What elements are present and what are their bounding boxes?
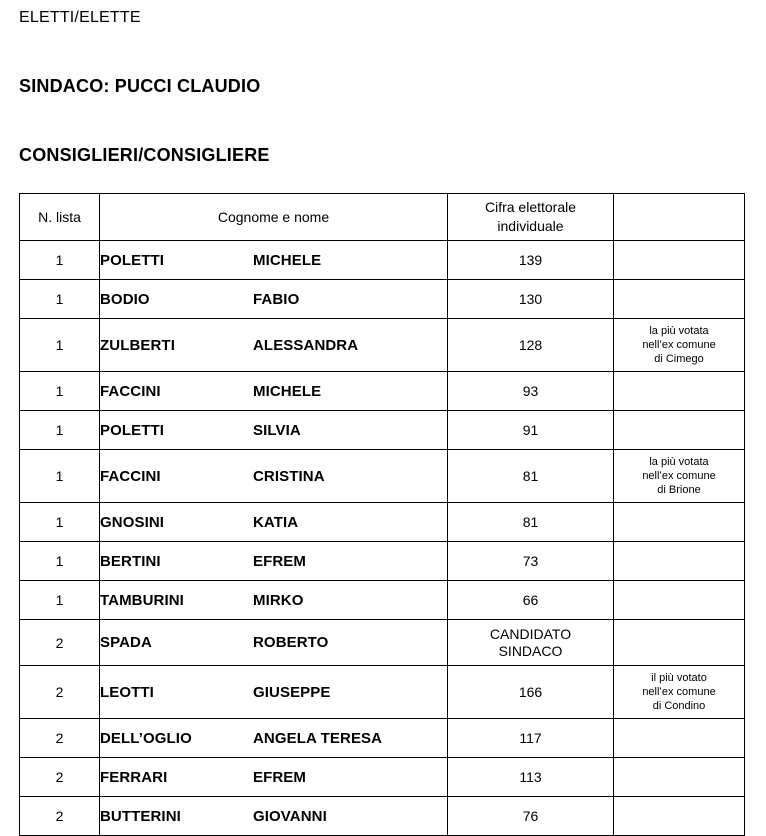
cell-lista-number: 1	[20, 411, 100, 450]
cell-note	[614, 797, 745, 836]
results-table	[19, 193, 745, 836]
cell-cifra-elettorale	[448, 542, 614, 581]
candidate-firstname: FABIO	[253, 290, 300, 308]
candidate-surname: BERTINI	[100, 552, 161, 570]
cell-candidate-name	[100, 758, 448, 797]
candidate-firstname: KATIA	[253, 513, 299, 531]
candidate-surname: FERRARI	[100, 768, 168, 786]
cell-candidate-name	[100, 719, 448, 758]
candidate-firstname: MICHELE	[253, 251, 322, 269]
cell-note	[614, 280, 745, 319]
cifra-value: 81	[522, 513, 539, 530]
cell-lista-number: 1	[20, 542, 100, 581]
cifra-value: 93	[522, 382, 539, 399]
cell-cifra-elettorale	[448, 372, 614, 411]
candidate-name-wrapper	[100, 241, 447, 279]
cell-cifra-elettorale	[448, 758, 614, 797]
cell-candidate-name	[100, 620, 448, 666]
candidate-name-wrapper	[100, 797, 447, 835]
candidate-name-wrapper	[100, 581, 447, 619]
candidate-name-wrapper	[100, 411, 447, 449]
column-header-lista: N. lista	[20, 194, 100, 241]
cell-note	[614, 719, 745, 758]
cell-candidate-name	[100, 280, 448, 319]
cell-lista-number: 2	[20, 719, 100, 758]
table-row	[20, 319, 745, 372]
cell-lista-number: 1	[20, 503, 100, 542]
table-row	[20, 758, 745, 797]
cell-lista-number: 1	[20, 450, 100, 503]
candidate-name-wrapper	[100, 319, 447, 371]
cifra-value: 128	[518, 336, 543, 353]
cell-candidate-name	[100, 503, 448, 542]
candidate-surname: BODIO	[100, 290, 150, 308]
table-body	[20, 241, 745, 836]
table-row	[20, 797, 745, 836]
column-header-cifra-line1: Cifra elettorale	[484, 199, 577, 215]
candidate-firstname: EFREM	[253, 768, 306, 786]
candidate-surname: POLETTI	[100, 251, 165, 269]
candidate-surname: GNOSINI	[100, 513, 165, 531]
cell-cifra-elettorale	[448, 450, 614, 503]
candidate-name-wrapper	[100, 620, 447, 665]
column-header-nota	[614, 194, 745, 241]
candidate-firstname: ALESSANDRA	[253, 336, 359, 354]
candidate-surname: FACCINI	[100, 382, 161, 400]
note-line-2: nell’ex comune	[642, 339, 716, 351]
cifra-value: 76	[522, 807, 539, 824]
cell-lista-number: 1	[20, 581, 100, 620]
note-line-2: nell’ex comune	[642, 686, 716, 698]
candidate-name-wrapper	[100, 719, 447, 757]
table-row	[20, 581, 745, 620]
note-line-1: la più votata	[649, 325, 709, 337]
candidate-firstname: ANGELA TERESA	[253, 729, 383, 747]
cell-cifra-elettorale	[448, 280, 614, 319]
candidate-firstname: SILVIA	[253, 421, 301, 439]
cell-note	[614, 620, 745, 666]
heading-consiglieri: CONSIGLIERI/CONSIGLIERE	[19, 145, 270, 165]
note-line-3: di Condino	[652, 700, 706, 712]
candidate-firstname: GIOVANNI	[253, 807, 327, 825]
cell-note	[614, 666, 745, 719]
table-header	[20, 194, 745, 241]
table-row	[20, 241, 745, 280]
table-row	[20, 666, 745, 719]
candidate-firstname: ROBERTO	[253, 634, 329, 651]
candidate-surname: POLETTI	[100, 421, 165, 439]
cell-cifra-elettorale	[448, 411, 614, 450]
table-header-row	[20, 194, 745, 241]
cell-note	[614, 503, 745, 542]
candidate-surname: TAMBURINI	[100, 591, 184, 609]
note-line-2: nell’ex comune	[642, 470, 716, 482]
cifra-value-line2: SINDACO	[498, 642, 563, 659]
candidate-firstname: GIUSEPPE	[253, 683, 331, 701]
table-row	[20, 542, 745, 581]
candidate-surname: ZULBERTI	[100, 336, 175, 354]
column-header-cifra	[448, 194, 614, 241]
cell-lista-number: 1	[20, 280, 100, 319]
cifra-value: 91	[522, 421, 539, 438]
table-row	[20, 411, 745, 450]
table-row	[20, 280, 745, 319]
cell-note	[614, 450, 745, 503]
cell-candidate-name	[100, 319, 448, 372]
candidate-surname: LEOTTI	[100, 683, 154, 701]
candidate-name-wrapper	[100, 280, 447, 318]
column-header-nome: Cognome e nome	[100, 194, 448, 241]
cell-candidate-name	[100, 542, 448, 581]
cell-lista-number: 1	[20, 319, 100, 372]
table-row	[20, 719, 745, 758]
cifra-value: 66	[522, 591, 539, 608]
cell-lista-number: 2	[20, 758, 100, 797]
candidate-firstname: EFREM	[253, 552, 306, 570]
cell-note	[614, 411, 745, 450]
cifra-value: 81	[522, 467, 539, 484]
cell-cifra-elettorale	[448, 797, 614, 836]
cifra-value: 166	[518, 683, 543, 700]
table-row	[20, 620, 745, 666]
cell-candidate-name	[100, 666, 448, 719]
cell-note	[614, 758, 745, 797]
cifra-value: 130	[518, 290, 543, 307]
cell-candidate-name	[100, 581, 448, 620]
cell-cifra-elettorale	[448, 666, 614, 719]
cell-candidate-name	[100, 797, 448, 836]
cell-cifra-elettorale	[448, 241, 614, 280]
candidate-firstname: MIRKO	[253, 591, 304, 609]
candidate-surname: SPADA	[100, 634, 152, 651]
table-row	[20, 450, 745, 503]
cell-note	[614, 372, 745, 411]
note-line-1: il più votato	[651, 672, 707, 684]
candidate-surname: DELL’OGLIO	[100, 729, 192, 747]
cell-cifra-elettorale	[448, 719, 614, 758]
cifra-value: CANDIDATO	[489, 625, 572, 642]
candidate-firstname: MICHELE	[253, 382, 322, 400]
table-row	[20, 503, 745, 542]
cell-cifra-elettorale	[448, 620, 614, 666]
cell-lista-number: 2	[20, 797, 100, 836]
candidate-name-wrapper	[100, 542, 447, 580]
cell-cifra-elettorale	[448, 581, 614, 620]
cell-lista-number: 1	[20, 241, 100, 280]
cell-candidate-name	[100, 450, 448, 503]
cell-note	[614, 542, 745, 581]
candidate-name-wrapper	[100, 503, 447, 541]
page-title-eletti: ELETTI/ELETTE	[19, 9, 141, 26]
cell-cifra-elettorale	[448, 319, 614, 372]
candidate-name-wrapper	[100, 372, 447, 410]
cell-lista-number: 1	[20, 372, 100, 411]
note-line-3: di Cimego	[654, 353, 704, 365]
note-line-1: la più votata	[649, 456, 709, 468]
cell-note	[614, 241, 745, 280]
cifra-value: 73	[522, 552, 539, 569]
candidate-name-wrapper	[100, 450, 447, 502]
heading-sindaco: SINDACO: PUCCI CLAUDIO	[19, 76, 261, 96]
cell-lista-number: 2	[20, 666, 100, 719]
cifra-value: 113	[519, 768, 542, 785]
cell-candidate-name	[100, 241, 448, 280]
cifra-value: 117	[519, 729, 542, 746]
note-line-3: di Brione	[657, 484, 701, 496]
cifra-value: 139	[518, 251, 543, 268]
column-header-cifra-line2: individuale	[497, 218, 564, 234]
cell-note	[614, 319, 745, 372]
candidate-name-wrapper	[100, 666, 447, 718]
cell-lista-number: 2	[20, 620, 100, 666]
cell-candidate-name	[100, 411, 448, 450]
table-row	[20, 372, 745, 411]
cell-note	[614, 581, 745, 620]
cell-cifra-elettorale	[448, 503, 614, 542]
candidate-firstname: CRISTINA	[253, 467, 325, 485]
candidate-surname: FACCINI	[100, 467, 161, 485]
cell-candidate-name	[100, 372, 448, 411]
candidate-surname: BUTTERINI	[100, 807, 181, 825]
